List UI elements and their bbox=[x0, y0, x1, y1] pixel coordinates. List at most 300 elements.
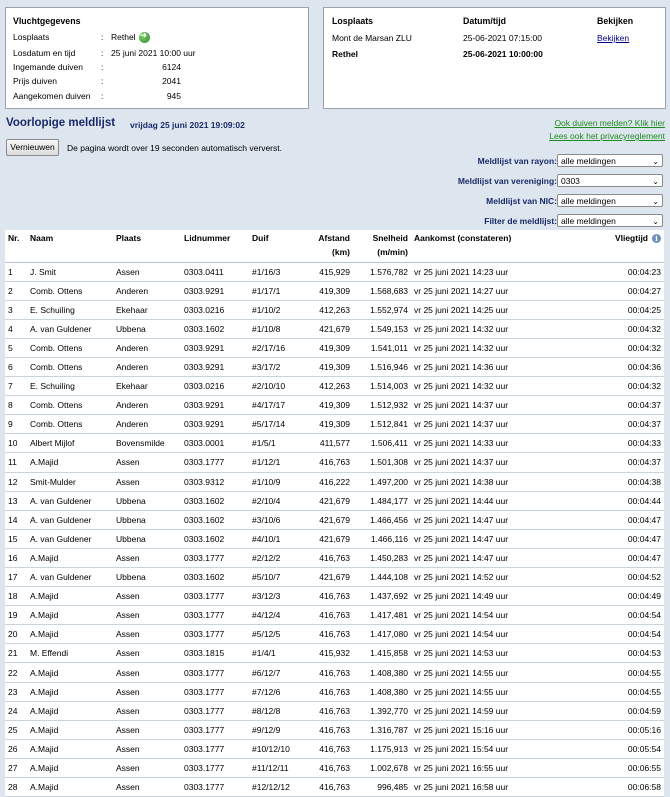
chevron-down-icon: ⌄ bbox=[652, 157, 659, 166]
table-row bbox=[5, 568, 664, 587]
cell-afstand: 416,763 bbox=[301, 778, 353, 797]
cell-nr: 12 bbox=[5, 472, 27, 491]
cell-nr: 13 bbox=[5, 491, 27, 510]
cell-afstand: 412,263 bbox=[301, 300, 353, 319]
cell-snelheid: 1.417,080 bbox=[353, 625, 411, 644]
cell-nr: 23 bbox=[5, 682, 27, 701]
cell-naam: A.Majid bbox=[27, 548, 113, 567]
cell-naam: Smit-Mulder bbox=[27, 472, 113, 491]
cell-vliegtijd: 00:04:47 bbox=[529, 510, 664, 529]
cell-afstand: 416,763 bbox=[301, 625, 353, 644]
cell-aankomst: vr 25 juni 2021 14:59 uur bbox=[411, 701, 529, 720]
cell-nr: 15 bbox=[5, 529, 27, 548]
cell-naam: A. van Guldener bbox=[27, 319, 113, 338]
cell-afstand: 421,679 bbox=[301, 529, 353, 548]
cell-snelheid: 1.501,308 bbox=[353, 453, 411, 472]
col-vliegtijd: Vliegtijd i bbox=[529, 230, 664, 262]
filter-meldlijst-label: Filter de meldlijst: bbox=[484, 216, 557, 226]
cell-nr: 24 bbox=[5, 701, 27, 720]
cell-duif: #1/10/2 bbox=[249, 300, 301, 319]
cell-afstand: 419,309 bbox=[301, 281, 353, 300]
cell-plaats: Anderen bbox=[113, 396, 181, 415]
table-row bbox=[5, 338, 664, 357]
cell-duif: #5/12/5 bbox=[249, 625, 301, 644]
cell-nr: 11 bbox=[5, 453, 27, 472]
cell-afstand: 415,932 bbox=[301, 644, 353, 663]
table-row bbox=[5, 472, 664, 491]
flight-row-aangekomen: Aangekomen duiven : 945 bbox=[13, 91, 181, 101]
cell-vliegtijd: 00:04:33 bbox=[529, 434, 664, 453]
cell-vliegtijd: 00:04:44 bbox=[529, 491, 664, 510]
filter-meldlijst-select[interactable]: alle meldingen ⌄ bbox=[557, 214, 663, 227]
cell-vliegtijd: 00:05:54 bbox=[529, 739, 664, 758]
cell-duif: #11/12/11 bbox=[249, 758, 301, 777]
col-naam: Naam bbox=[27, 230, 113, 262]
cell-lidnummer: 0303.1602 bbox=[181, 491, 249, 510]
table-row bbox=[5, 663, 664, 682]
cell-snelheid: 1.437,692 bbox=[353, 587, 411, 606]
cell-afstand: 416,763 bbox=[301, 739, 353, 758]
cell-naam: A.Majid bbox=[27, 778, 113, 797]
cell-lidnummer: 0303.1777 bbox=[181, 778, 249, 797]
cell-aankomst: vr 25 juni 2021 14:52 uur bbox=[411, 568, 529, 587]
cell-lidnummer: 0303.9312 bbox=[181, 472, 249, 491]
cell-plaats: Assen bbox=[113, 720, 181, 739]
cell-naam: Comb. Ottens bbox=[27, 357, 113, 376]
cell-lidnummer: 0303.1602 bbox=[181, 510, 249, 529]
cell-vliegtijd: 00:04:55 bbox=[529, 682, 664, 701]
cell-nr: 26 bbox=[5, 739, 27, 758]
cell-aankomst: vr 25 juni 2021 14:47 uur bbox=[411, 548, 529, 567]
cell-naam: Comb. Ottens bbox=[27, 338, 113, 357]
info-icon[interactable]: i bbox=[652, 234, 661, 243]
release-datetime: 25-06-2021 07:15:00 bbox=[463, 33, 542, 43]
cell-aankomst: vr 25 juni 2021 14:32 uur bbox=[411, 377, 529, 396]
cell-duif: #1/17/1 bbox=[249, 281, 301, 300]
go-arrow-icon[interactable] bbox=[139, 32, 150, 43]
cell-naam: Comb. Ottens bbox=[27, 281, 113, 300]
cell-naam: Comb. Ottens bbox=[27, 396, 113, 415]
flight-info-panel bbox=[5, 7, 309, 109]
cell-lidnummer: 0303.9291 bbox=[181, 396, 249, 415]
cell-plaats: Ubbena bbox=[113, 491, 181, 510]
cell-snelheid: 1.316,787 bbox=[353, 720, 411, 739]
cell-naam: A.Majid bbox=[27, 682, 113, 701]
cell-snelheid: 1.417,481 bbox=[353, 606, 411, 625]
refresh-button[interactable]: Vernieuwen bbox=[6, 139, 59, 156]
cell-naam: A. van Guldener bbox=[27, 510, 113, 529]
cell-plaats: Assen bbox=[113, 587, 181, 606]
cell-snelheid: 1.466,116 bbox=[353, 529, 411, 548]
cell-plaats: Assen bbox=[113, 472, 181, 491]
cell-plaats: Assen bbox=[113, 644, 181, 663]
cell-vliegtijd: 00:04:38 bbox=[529, 472, 664, 491]
cell-lidnummer: 0303.1777 bbox=[181, 701, 249, 720]
cell-naam: Albert Mijlof bbox=[27, 434, 113, 453]
cell-snelheid: 1.002,678 bbox=[353, 758, 411, 777]
cell-lidnummer: 0303.1777 bbox=[181, 739, 249, 758]
cell-duif: #2/12/2 bbox=[249, 548, 301, 567]
cell-naam: A.Majid bbox=[27, 701, 113, 720]
cell-snelheid: 1.514,003 bbox=[353, 377, 411, 396]
flight-row-prijs: Prijs duiven : 2041 bbox=[13, 76, 181, 86]
cell-plaats: Assen bbox=[113, 778, 181, 797]
table-row bbox=[5, 434, 664, 453]
cell-afstand: 419,309 bbox=[301, 338, 353, 357]
cell-duif: #3/17/2 bbox=[249, 357, 301, 376]
cell-vliegtijd: 00:05:16 bbox=[529, 720, 664, 739]
cell-lidnummer: 0303.1777 bbox=[181, 606, 249, 625]
table-row bbox=[5, 396, 664, 415]
cell-nr: 27 bbox=[5, 758, 27, 777]
results-table bbox=[5, 230, 664, 797]
cell-duif: #9/12/9 bbox=[249, 720, 301, 739]
cell-vliegtijd: 00:04:25 bbox=[529, 300, 664, 319]
cell-afstand: 411,577 bbox=[301, 434, 353, 453]
cell-lidnummer: 0303.1777 bbox=[181, 453, 249, 472]
filter-nic-select[interactable]: alle meldingen ⌄ bbox=[557, 194, 663, 207]
report-pigeons-link[interactable]: Ook duiven melden? Klik hier bbox=[554, 118, 665, 128]
cell-duif: #1/10/9 bbox=[249, 472, 301, 491]
cell-vliegtijd: 00:04:32 bbox=[529, 377, 664, 396]
cell-snelheid: 1.497,200 bbox=[353, 472, 411, 491]
table-row bbox=[5, 548, 664, 567]
cell-snelheid: 1.415,858 bbox=[353, 644, 411, 663]
cell-vliegtijd: 00:04:55 bbox=[529, 663, 664, 682]
cell-duif: #4/12/4 bbox=[249, 606, 301, 625]
chevron-down-icon: ⌄ bbox=[652, 197, 659, 206]
cell-vliegtijd: 00:04:54 bbox=[529, 625, 664, 644]
table-row bbox=[5, 644, 664, 663]
cell-nr: 22 bbox=[5, 663, 27, 682]
cell-duif: #4/17/17 bbox=[249, 396, 301, 415]
table-row bbox=[5, 415, 664, 434]
cell-naam: A.Majid bbox=[27, 663, 113, 682]
cell-aankomst: vr 25 juni 2021 16:58 uur bbox=[411, 778, 529, 797]
cell-aankomst: vr 25 juni 2021 14:53 uur bbox=[411, 644, 529, 663]
cell-naam: A.Majid bbox=[27, 625, 113, 644]
cell-afstand: 416,763 bbox=[301, 720, 353, 739]
cell-plaats: Anderen bbox=[113, 338, 181, 357]
table-row bbox=[5, 739, 664, 758]
cell-afstand: 416,763 bbox=[301, 548, 353, 567]
cell-snelheid: 1.568,683 bbox=[353, 281, 411, 300]
filter-rayon-select[interactable]: alle meldingen ⌄ bbox=[557, 154, 663, 167]
cell-aankomst: vr 25 juni 2021 14:55 uur bbox=[411, 682, 529, 701]
col-aankomst: Aankomst (constateren) bbox=[411, 230, 529, 262]
cell-naam: Comb. Ottens bbox=[27, 415, 113, 434]
cell-nr: 17 bbox=[5, 568, 27, 587]
cell-afstand: 416,763 bbox=[301, 758, 353, 777]
cell-aankomst: vr 25 juni 2021 14:23 uur bbox=[411, 262, 529, 281]
cell-nr: 19 bbox=[5, 606, 27, 625]
cell-afstand: 419,309 bbox=[301, 357, 353, 376]
cell-plaats: Ubbena bbox=[113, 529, 181, 548]
cell-vliegtijd: 00:06:58 bbox=[529, 778, 664, 797]
cell-plaats: Assen bbox=[113, 548, 181, 567]
cell-snelheid: 1.541,011 bbox=[353, 338, 411, 357]
cell-plaats: Anderen bbox=[113, 357, 181, 376]
cell-duif: #6/12/7 bbox=[249, 663, 301, 682]
cell-lidnummer: 0303.1777 bbox=[181, 663, 249, 682]
cell-aankomst: vr 25 juni 2021 14:32 uur bbox=[411, 338, 529, 357]
chevron-down-icon: ⌄ bbox=[652, 177, 659, 186]
cell-afstand: 416,763 bbox=[301, 587, 353, 606]
cell-lidnummer: 0303.9291 bbox=[181, 281, 249, 300]
cell-duif: #1/12/1 bbox=[249, 453, 301, 472]
cell-afstand: 416,763 bbox=[301, 663, 353, 682]
table-row bbox=[5, 758, 664, 777]
cell-aankomst: vr 25 juni 2021 14:54 uur bbox=[411, 606, 529, 625]
cell-lidnummer: 0303.0001 bbox=[181, 434, 249, 453]
cell-duif: #5/10/7 bbox=[249, 568, 301, 587]
cell-duif: #7/12/6 bbox=[249, 682, 301, 701]
cell-duif: #1/10/8 bbox=[249, 319, 301, 338]
cell-lidnummer: 0303.9291 bbox=[181, 415, 249, 434]
table-row bbox=[5, 510, 664, 529]
cell-vliegtijd: 00:04:59 bbox=[529, 701, 664, 720]
cell-naam: E. Schuiling bbox=[27, 300, 113, 319]
cell-nr: 14 bbox=[5, 510, 27, 529]
cell-aankomst: vr 25 juni 2021 14:55 uur bbox=[411, 663, 529, 682]
release-panel bbox=[323, 7, 666, 109]
cell-plaats: Anderen bbox=[113, 415, 181, 434]
release-place: Rethel bbox=[332, 49, 358, 59]
cell-vliegtijd: 00:04:37 bbox=[529, 415, 664, 434]
cell-aankomst: vr 25 juni 2021 14:33 uur bbox=[411, 434, 529, 453]
cell-lidnummer: 0303.1777 bbox=[181, 625, 249, 644]
cell-snelheid: 1.552,974 bbox=[353, 300, 411, 319]
cell-naam: A.Majid bbox=[27, 453, 113, 472]
table-row bbox=[5, 300, 664, 319]
cell-plaats: Ekehaar bbox=[113, 377, 181, 396]
col-duif: Duif bbox=[249, 230, 301, 262]
cell-nr: 18 bbox=[5, 587, 27, 606]
cell-vliegtijd: 00:04:53 bbox=[529, 644, 664, 663]
cell-afstand: 419,309 bbox=[301, 415, 353, 434]
cell-snelheid: 1.506,411 bbox=[353, 434, 411, 453]
flight-info-title: Vluchtgegevens bbox=[13, 16, 81, 26]
flight-row-losplaats: Losplaats : Rethel➜ bbox=[13, 32, 150, 43]
cell-plaats: Assen bbox=[113, 262, 181, 281]
table-row bbox=[5, 357, 664, 376]
cell-plaats: Assen bbox=[113, 625, 181, 644]
cell-lidnummer: 0303.1777 bbox=[181, 758, 249, 777]
cell-afstand: 416,763 bbox=[301, 606, 353, 625]
cell-nr: 4 bbox=[5, 319, 27, 338]
cell-plaats: Assen bbox=[113, 663, 181, 682]
cell-nr: 16 bbox=[5, 548, 27, 567]
cell-duif: #2/17/16 bbox=[249, 338, 301, 357]
cell-snelheid: 1.512,841 bbox=[353, 415, 411, 434]
cell-aankomst: vr 25 juni 2021 14:32 uur bbox=[411, 319, 529, 338]
cell-vliegtijd: 00:04:47 bbox=[529, 529, 664, 548]
cell-aankomst: vr 25 juni 2021 14:54 uur bbox=[411, 625, 529, 644]
col-nr: Nr. bbox=[5, 230, 27, 262]
cell-lidnummer: 0303.1602 bbox=[181, 529, 249, 548]
cell-afstand: 412,263 bbox=[301, 377, 353, 396]
cell-plaats: Assen bbox=[113, 606, 181, 625]
cell-lidnummer: 0303.1602 bbox=[181, 568, 249, 587]
col-snelheid: Snelheid (m/min) bbox=[353, 230, 411, 262]
cell-vliegtijd: 00:04:37 bbox=[529, 396, 664, 415]
cell-plaats: Bovensmilde bbox=[113, 434, 181, 453]
cell-lidnummer: 0303.1777 bbox=[181, 720, 249, 739]
cell-duif: #8/12/8 bbox=[249, 701, 301, 720]
table-row bbox=[5, 281, 664, 300]
cell-aankomst: vr 25 juni 2021 14:49 uur bbox=[411, 587, 529, 606]
cell-nr: 10 bbox=[5, 434, 27, 453]
cell-aankomst: vr 25 juni 2021 15:16 uur bbox=[411, 720, 529, 739]
cell-nr: 5 bbox=[5, 338, 27, 357]
table-row bbox=[5, 262, 664, 281]
cell-afstand: 416,222 bbox=[301, 472, 353, 491]
cell-nr: 1 bbox=[5, 262, 27, 281]
table-row bbox=[5, 453, 664, 472]
cell-naam: A. van Guldener bbox=[27, 568, 113, 587]
cell-aankomst: vr 25 juni 2021 14:27 uur bbox=[411, 281, 529, 300]
cell-duif: #1/16/3 bbox=[249, 262, 301, 281]
cell-lidnummer: 0303.1777 bbox=[181, 682, 249, 701]
cell-duif: #3/12/3 bbox=[249, 587, 301, 606]
view-link[interactable]: Bekijken bbox=[597, 33, 630, 43]
cell-duif: #10/12/10 bbox=[249, 739, 301, 758]
col-plaats: Plaats bbox=[113, 230, 181, 262]
release-header-view: Bekijken bbox=[597, 16, 634, 26]
cell-snelheid: 1.484,177 bbox=[353, 491, 411, 510]
cell-aankomst: vr 25 juni 2021 14:37 uur bbox=[411, 453, 529, 472]
release-datetime: 25-06-2021 10:00:00 bbox=[463, 49, 543, 59]
cell-vliegtijd: 00:04:32 bbox=[529, 338, 664, 357]
flight-row-ingemande: Ingemande duiven : 6124 bbox=[13, 62, 181, 72]
cell-plaats: Assen bbox=[113, 682, 181, 701]
table-row bbox=[5, 682, 664, 701]
cell-duif: #3/10/6 bbox=[249, 510, 301, 529]
cell-afstand: 416,763 bbox=[301, 682, 353, 701]
cell-vliegtijd: 00:04:27 bbox=[529, 281, 664, 300]
cell-lidnummer: 0303.0216 bbox=[181, 377, 249, 396]
cell-lidnummer: 0303.1815 bbox=[181, 644, 249, 663]
cell-duif: #1/4/1 bbox=[249, 644, 301, 663]
cell-nr: 7 bbox=[5, 377, 27, 396]
cell-snelheid: 1.392,770 bbox=[353, 701, 411, 720]
cell-plaats: Ubbena bbox=[113, 319, 181, 338]
privacy-link[interactable]: Lees ook het privacyreglement bbox=[549, 131, 665, 141]
cell-vliegtijd: 00:06:55 bbox=[529, 758, 664, 777]
col-afstand: Afstand (km) bbox=[301, 230, 353, 262]
table-header-row bbox=[5, 230, 664, 262]
cell-duif: #2/10/10 bbox=[249, 377, 301, 396]
cell-naam: A. van Guldener bbox=[27, 491, 113, 510]
cell-plaats: Assen bbox=[113, 758, 181, 777]
cell-naam: A.Majid bbox=[27, 758, 113, 777]
cell-vliegtijd: 00:04:47 bbox=[529, 548, 664, 567]
cell-afstand: 421,679 bbox=[301, 510, 353, 529]
cell-plaats: Assen bbox=[113, 453, 181, 472]
cell-naam: E. Schuiling bbox=[27, 377, 113, 396]
cell-nr: 9 bbox=[5, 415, 27, 434]
cell-aankomst: vr 25 juni 2021 14:25 uur bbox=[411, 300, 529, 319]
cell-afstand: 419,309 bbox=[301, 396, 353, 415]
release-header-place: Losplaats bbox=[332, 16, 374, 26]
cell-duif: #1/5/1 bbox=[249, 434, 301, 453]
cell-afstand: 421,679 bbox=[301, 491, 353, 510]
cell-aankomst: vr 25 juni 2021 14:44 uur bbox=[411, 491, 529, 510]
cell-vliegtijd: 00:04:32 bbox=[529, 319, 664, 338]
cell-aankomst: vr 25 juni 2021 15:54 uur bbox=[411, 739, 529, 758]
cell-snelheid: 996,485 bbox=[353, 778, 411, 797]
cell-aankomst: vr 25 juni 2021 14:47 uur bbox=[411, 529, 529, 548]
cell-plaats: Ubbena bbox=[113, 510, 181, 529]
cell-vliegtijd: 00:04:37 bbox=[529, 453, 664, 472]
cell-naam: A.Majid bbox=[27, 720, 113, 739]
flight-row-losdatum: Losdatum en tijd : 25 juni 2021 10:00 uur bbox=[13, 48, 196, 58]
cell-vliegtijd: 00:04:54 bbox=[529, 606, 664, 625]
cell-nr: 3 bbox=[5, 300, 27, 319]
cell-aankomst: vr 25 juni 2021 14:37 uur bbox=[411, 415, 529, 434]
cell-vliegtijd: 00:04:49 bbox=[529, 587, 664, 606]
page-title: Voorlopige meldlijst bbox=[6, 117, 116, 129]
cell-vliegtijd: 00:04:23 bbox=[529, 262, 664, 281]
cell-lidnummer: 0303.1777 bbox=[181, 548, 249, 567]
cell-plaats: Ubbena bbox=[113, 568, 181, 587]
cell-snelheid: 1.408,380 bbox=[353, 682, 411, 701]
cell-naam: M. Effendi bbox=[27, 644, 113, 663]
cell-snelheid: 1.444,108 bbox=[353, 568, 411, 587]
cell-snelheid: 1.576,782 bbox=[353, 262, 411, 281]
cell-lidnummer: 0303.1777 bbox=[181, 587, 249, 606]
cell-nr: 6 bbox=[5, 357, 27, 376]
cell-lidnummer: 0303.0216 bbox=[181, 300, 249, 319]
cell-nr: 2 bbox=[5, 281, 27, 300]
cell-aankomst: vr 25 juni 2021 14:38 uur bbox=[411, 472, 529, 491]
cell-nr: 21 bbox=[5, 644, 27, 663]
cell-aankomst: vr 25 juni 2021 14:37 uur bbox=[411, 396, 529, 415]
cell-aankomst: vr 25 juni 2021 16:55 uur bbox=[411, 758, 529, 777]
table-row bbox=[5, 701, 664, 720]
page-date: vrijdag 25 juni 2021 19:09:02 bbox=[130, 120, 245, 130]
table-row bbox=[5, 319, 664, 338]
cell-nr: 25 bbox=[5, 720, 27, 739]
cell-lidnummer: 0303.9291 bbox=[181, 357, 249, 376]
cell-lidnummer: 0303.1602 bbox=[181, 319, 249, 338]
cell-nr: 28 bbox=[5, 778, 27, 797]
cell-vliegtijd: 00:04:52 bbox=[529, 568, 664, 587]
filter-rayon-label: Meldlijst van rayon: bbox=[477, 156, 557, 166]
table-row bbox=[5, 778, 664, 797]
cell-afstand: 421,679 bbox=[301, 568, 353, 587]
cell-naam: A.Majid bbox=[27, 606, 113, 625]
cell-naam: J. Smit bbox=[27, 262, 113, 281]
table-row bbox=[5, 587, 664, 606]
table-row bbox=[5, 529, 664, 548]
cell-naam: A.Majid bbox=[27, 739, 113, 758]
filter-nic-label: Meldlijst van NIC: bbox=[486, 196, 557, 206]
filter-vereniging-select[interactable]: 0303 ⌄ bbox=[557, 174, 663, 187]
cell-plaats: Anderen bbox=[113, 281, 181, 300]
cell-naam: A. van Guldener bbox=[27, 529, 113, 548]
cell-plaats: Assen bbox=[113, 701, 181, 720]
cell-snelheid: 1.408,380 bbox=[353, 663, 411, 682]
cell-naam: A.Majid bbox=[27, 587, 113, 606]
cell-aankomst: vr 25 juni 2021 14:47 uur bbox=[411, 510, 529, 529]
cell-afstand: 421,679 bbox=[301, 319, 353, 338]
table-row bbox=[5, 491, 664, 510]
cell-aankomst: vr 25 juni 2021 14:36 uur bbox=[411, 357, 529, 376]
cell-afstand: 416,763 bbox=[301, 453, 353, 472]
refresh-text: De pagina wordt over 19 seconden automatisch ververst. bbox=[67, 143, 282, 153]
cell-snelheid: 1.450,283 bbox=[353, 548, 411, 567]
